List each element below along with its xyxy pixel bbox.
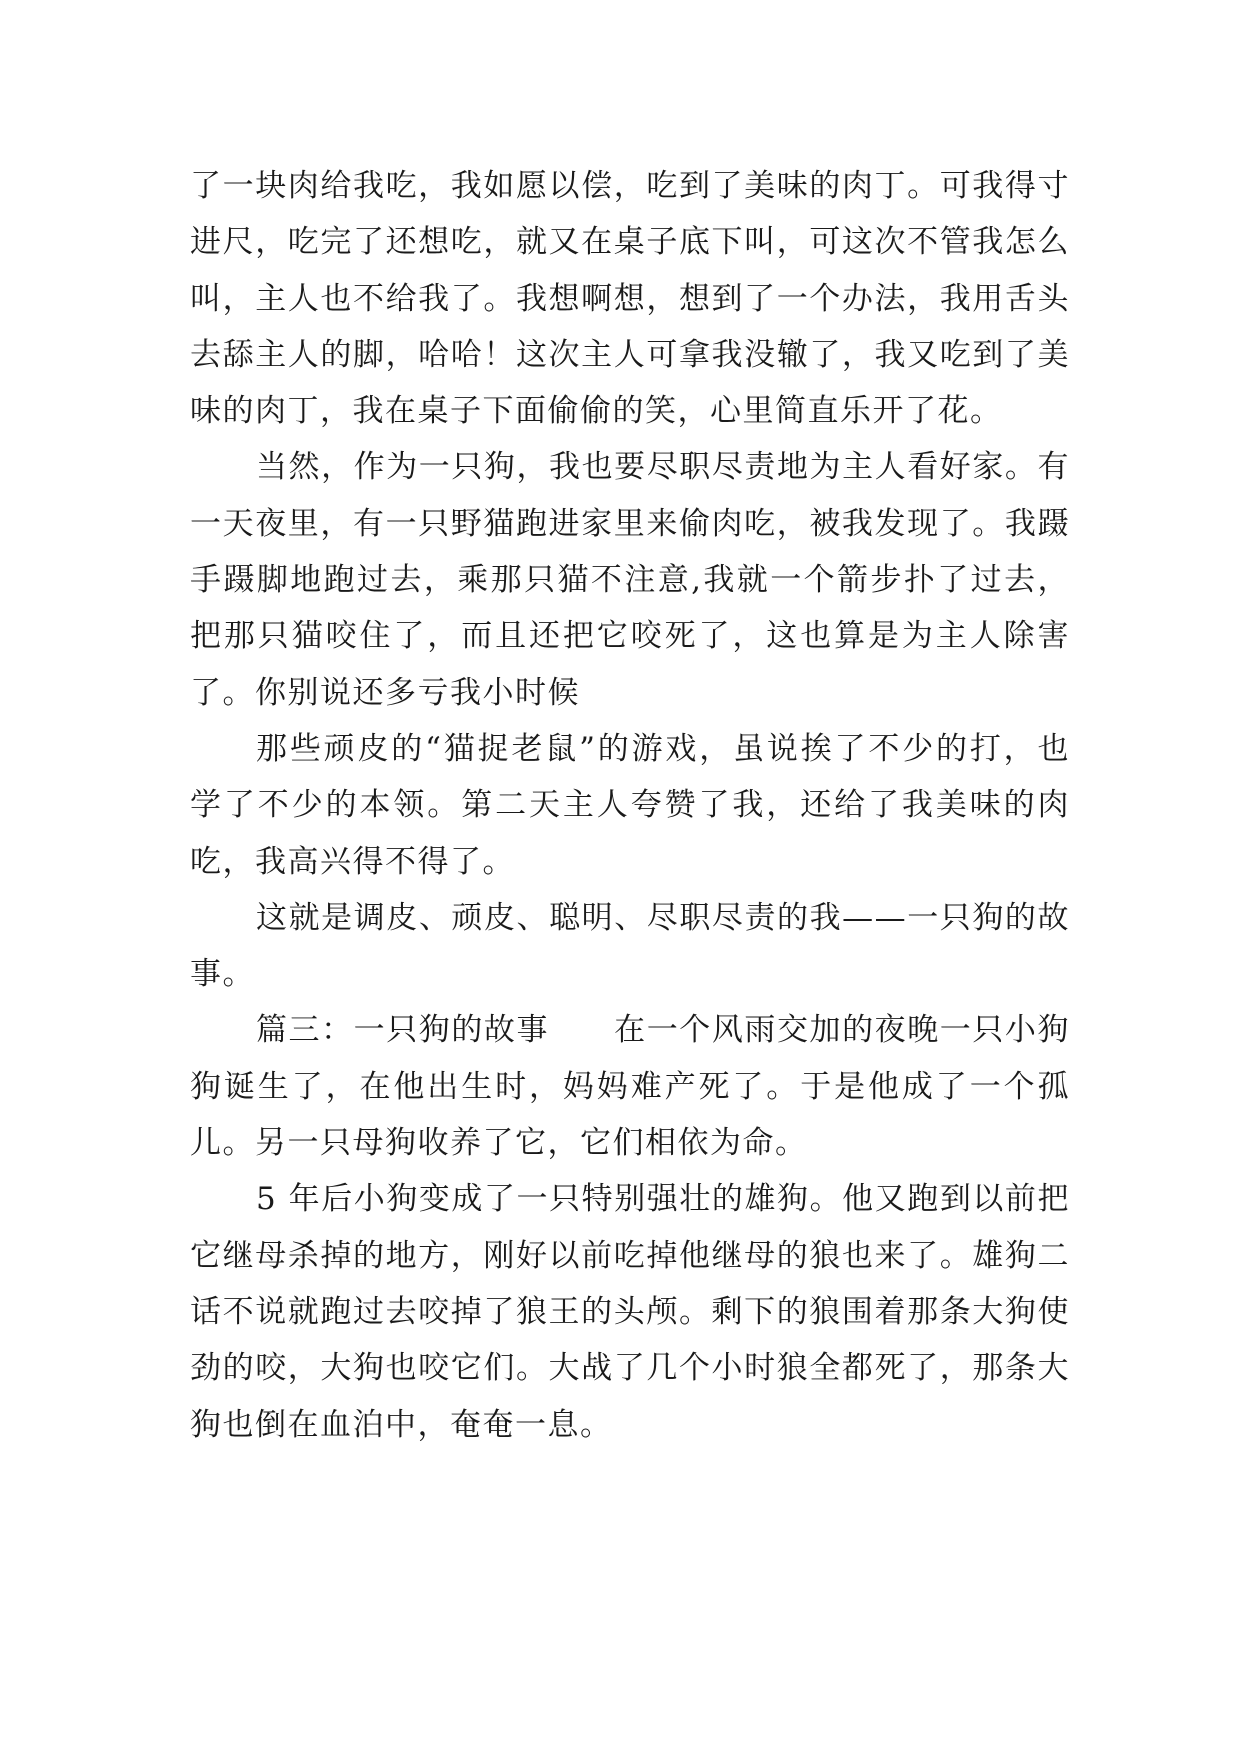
paragraph: 这就是调皮、顽皮、聪明、尽职尽责的我——一只狗的故事。 [190, 899, 1070, 993]
paragraph: 篇三：一只狗的故事 在一个风雨交加的夜晚一只小狗狗诞生了，在他出生时，妈妈难产死了。于是他成了一个孤儿。另一只母狗收养了它，它们相依为命。 [190, 1012, 1070, 1162]
body-text [190, 158, 1070, 1453]
paragraph: 了一块肉给我吃，我如愿以偿，吃到了美味的肉丁。可我得寸进尺，吃完了还想吃，就又在桌子底下叫，可这次不管我怎么叫，主人也不给我了。我想啊想，想到了一个办法，我用舌头去舔主人的脚，哈哈！这次主人可拿我没辙了，我又吃到了美味的肉丁，我在桌子下面偷偷的笑，心里简直乐开了花。 [190, 168, 1070, 430]
paragraph: 当然，作为一只狗，我也要尽职尽责地为主人看好家。有一天夜里，有一只野猫跑进家里来偷肉吃，被我发现了。我蹑手蹑脚地跑过去，乘那只猫不注意,我就一个箭步扑了过去，把那只猫咬住了，而且还把它咬死了，这也算是为主人除害了。你别说还多亏我小时候 [190, 449, 1070, 711]
paragraph: 5 年后小狗变成了一只特别强壮的雄狗。他又跑到以前把它继母杀掉的地方，刚好以前吃掉他继母的狼也来了。雄狗二话不说就跑过去咬掉了狼王的头颅。剩下的狼围着那条大狗使劲的咬，大狗也咬它们。大战了几个小时狼全都死了，那条大狗也倒在血泊中，奄奄一息。 [190, 1181, 1070, 1443]
paragraph: 那些顽皮的“猫捉老鼠”的游戏，虽说挨了不少的打，也学了不少的本领。第二天主人夸赞了我，还给了我美味的肉吃，我高兴得不得了。 [190, 730, 1070, 880]
